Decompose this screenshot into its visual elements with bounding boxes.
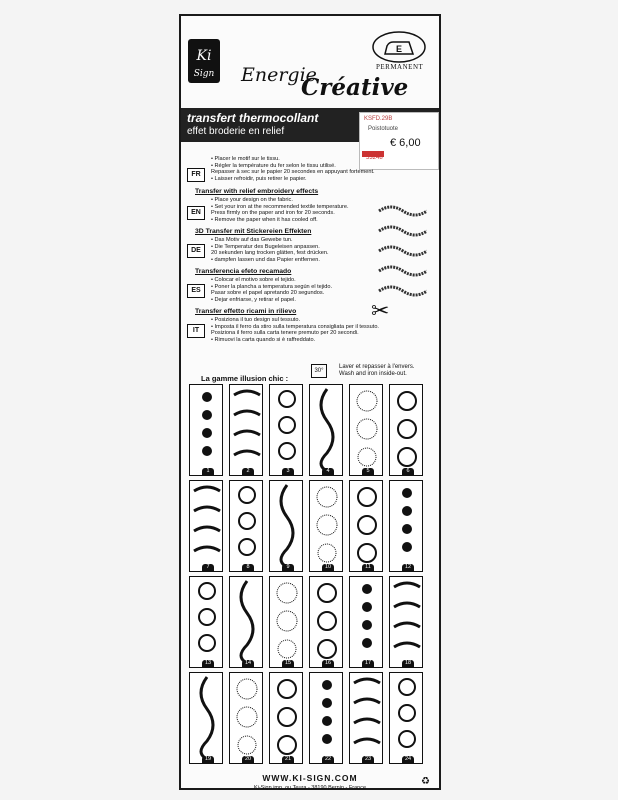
swatch-pattern	[310, 481, 343, 567]
swatch-number: 22	[322, 756, 334, 763]
permanent-badge: PERMANENT	[376, 63, 424, 71]
svg-text:Ki: Ki	[196, 48, 212, 64]
ki-sign-logo	[187, 38, 221, 84]
swatch-pattern	[310, 673, 343, 759]
band-title: transfert thermocollant	[187, 111, 319, 125]
lang-badge: FR	[187, 168, 205, 182]
swatch-item	[389, 384, 423, 476]
instruction-heading: Transferencia efeto recamado	[195, 268, 292, 275]
wash-text-en: Wash and iron inside-out.	[339, 371, 407, 377]
instruction-heading: Transfer effetto ricami in rilievo	[195, 308, 297, 315]
instruction-line: • Die Temperatur des Bugeleisen anpassen.	[211, 243, 320, 250]
swatch-pattern	[270, 577, 303, 663]
svg-text:Sign: Sign	[193, 69, 215, 79]
swatch-number: 12	[402, 564, 414, 571]
swatch-number: 23	[362, 756, 374, 763]
instruction-line: • Dejar enfriarse, y retirar el papel.	[211, 296, 296, 303]
instruction-heading: Transfer with relief embroidery effects	[195, 188, 319, 195]
swatch-number: 7	[202, 564, 214, 571]
swatch-number: 21	[282, 756, 294, 763]
swatch-pattern	[350, 385, 383, 471]
swatch-pattern	[310, 577, 343, 663]
instruction-line: • Régler la température du fer selon le tissu utilisé.	[211, 162, 336, 169]
swatch-item	[349, 480, 383, 572]
lang-badge: IT	[187, 324, 205, 338]
recycle-icon: ♻	[421, 776, 430, 787]
swatch-pattern	[310, 385, 343, 471]
swatch-item	[309, 672, 343, 764]
swatch-item	[269, 384, 303, 476]
swatch-item	[349, 672, 383, 764]
swatch-item	[349, 576, 383, 668]
swatch-item	[389, 672, 423, 764]
swatch-pattern	[190, 385, 223, 471]
instruction-line: • Remove the paper when it has cooled off.	[211, 216, 318, 223]
swatch-number: 9	[282, 564, 294, 571]
swatch-pattern	[390, 385, 423, 471]
swatch-number: 19	[202, 756, 214, 763]
swatch-number: 5	[362, 468, 374, 475]
swatch-item	[389, 480, 423, 572]
swatch-pattern	[230, 385, 263, 471]
swatch-item	[189, 672, 223, 764]
instruction-line: • dampfen lassen und das Papier entfernen.	[211, 256, 320, 263]
swatch-item	[229, 480, 263, 572]
swatch-item	[309, 384, 343, 476]
instruction-line: • Poner la plancha a temperatura según el tejido.	[211, 283, 333, 290]
instruction-line: • Das Motiv auf das Gewebe tun.	[211, 237, 293, 243]
footer-website: WWW.KI-SIGN.COM	[262, 773, 358, 783]
instruction-line: • Laisser refroidir, puis retirer le papier.	[211, 175, 307, 182]
swatch-pattern	[270, 385, 303, 471]
wave-motif-illustration	[377, 201, 427, 301]
swatch-pattern	[190, 481, 223, 567]
swatch-number: 6	[402, 468, 414, 475]
swatch-pattern	[190, 577, 223, 663]
swatch-pattern	[390, 673, 423, 759]
swatch-pattern	[190, 673, 223, 759]
price-code: KSFD.29B	[364, 116, 393, 122]
instruction-heading: 3D Transfer mit Stickereien Effekten	[195, 228, 312, 235]
swatch-item	[229, 672, 263, 764]
title-creative: Créative	[301, 74, 409, 101]
band-subtitle: effet broderie en relief	[187, 126, 285, 137]
swatch-item	[309, 480, 343, 572]
svg-text:E: E	[395, 44, 403, 54]
swatch-pattern	[350, 673, 383, 759]
swatch-pattern	[350, 481, 383, 567]
swatch-number: 16	[322, 660, 334, 667]
instruction-line: • Posiziona il tuo design sul tessuto.	[211, 317, 301, 323]
swatch-item	[229, 384, 263, 476]
swatch-item	[269, 480, 303, 572]
swatch-item	[269, 672, 303, 764]
price-product-name: Poistotuote	[368, 126, 399, 132]
swatch-item	[189, 384, 223, 476]
swatch-item	[309, 576, 343, 668]
instruction-line: • Placer le motif sur le tissu.	[211, 156, 280, 162]
scissors-icon: ✂	[371, 298, 390, 323]
instruction-line: Posiziona il ferro sulla carta tenere premuto per 20 secondi.	[211, 330, 359, 337]
swatch-number: 4	[322, 468, 334, 475]
swatch-pattern	[230, 481, 263, 567]
swatch-item	[389, 576, 423, 668]
swatch-number: 3	[282, 468, 294, 475]
swatch-number: 17	[362, 660, 374, 667]
lang-badge: ES	[187, 284, 205, 298]
swatch-number: 1	[202, 468, 214, 475]
swatch-item	[349, 384, 383, 476]
swatch-pattern	[230, 577, 263, 663]
swatch-number: 18	[402, 660, 414, 667]
instruction-line: 20 sekunden lang trocken glätten, fest drücken.	[211, 250, 329, 257]
product-card	[179, 14, 441, 790]
footer-address: Ki-Sign imp. ou Teura - 38190 Bernin - France	[253, 785, 367, 791]
iron-icon	[371, 30, 427, 64]
wash-text-fr: Laver et repasser à l'envers.	[339, 364, 415, 370]
swatch-number: 15	[282, 660, 294, 667]
lang-badge: DE	[187, 244, 205, 258]
swatch-number: 13	[202, 660, 214, 667]
swatch-pattern	[270, 673, 303, 759]
swatch-pattern	[350, 577, 383, 663]
instruction-line: • Imposta il ferro da stiro sulla temperatura consigliata per il tessuto.	[211, 323, 379, 330]
swatch-item	[189, 480, 223, 572]
swatch-number: 10	[322, 564, 334, 571]
instruction-line: • Place your design on the fabric.	[211, 197, 293, 203]
swatch-number: 24	[402, 756, 414, 763]
swatch-number: 14	[242, 660, 254, 667]
swatch-pattern	[230, 673, 263, 759]
price-barcode: 53248	[366, 155, 383, 161]
wash-30-icon: 30°	[311, 364, 327, 378]
swatch-number: 2	[242, 468, 254, 475]
swatch-item	[189, 576, 223, 668]
swatch-pattern	[270, 481, 303, 567]
swatch-number: 8	[242, 564, 254, 571]
instruction-line: Pasar sobre el papel apretando 20 segundos.	[211, 290, 325, 297]
swatch-item	[229, 576, 263, 668]
instruction-line: • Rimuovi la carta quando si è raffreddato.	[211, 336, 316, 343]
swatch-item	[269, 576, 303, 668]
price-value: € 6,00	[390, 137, 421, 149]
instruction-line: Press firmly on the paper and iron for 20 seconds.	[211, 210, 335, 217]
swatch-number: 20	[242, 756, 254, 763]
swatch-pattern	[390, 577, 423, 663]
instruction-line: • Colocar el motivo sobre el tejido.	[211, 277, 296, 283]
instruction-line: • Set your iron at the recommended textile temperature.	[211, 203, 349, 210]
instruction-line: Repasser à sec sur le papier 20 secondes en appuyant fortement.	[211, 169, 375, 176]
title-energie: Energie	[241, 64, 317, 86]
gamme-title: La gamme illusion chic :	[201, 374, 289, 383]
lang-badge: EN	[187, 206, 205, 220]
swatch-pattern	[390, 481, 423, 567]
swatch-number: 11	[362, 564, 374, 571]
